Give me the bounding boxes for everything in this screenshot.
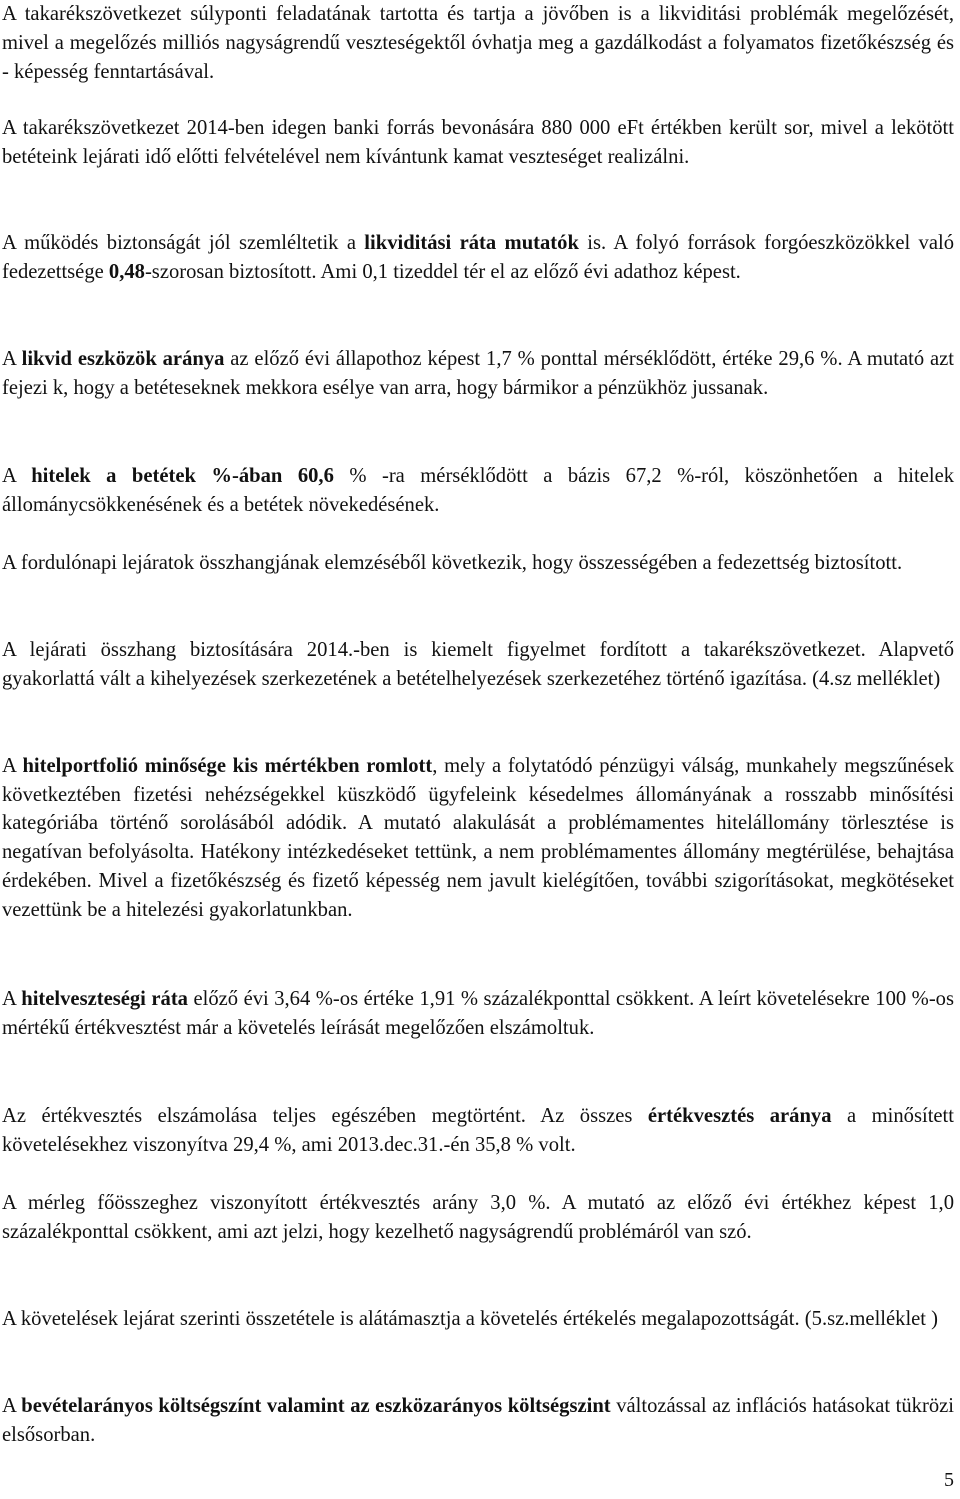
paragraph-cost-level xyxy=(2,1392,954,1450)
paragraph-maturity-coverage xyxy=(2,549,954,578)
paragraph-text: az előző évi állapothoz képest 1,7 % ponttal mérséklődött, értéke 29,6 %. A mutató azt fejezi k, hogy a betéteseknek mekkora esélye van arra, hogy bármikor a pénzükhöz jussanak. xyxy=(2,348,954,399)
paragraph-balance-impairment xyxy=(2,1189,954,1247)
paragraph-loans-to-deposits xyxy=(2,462,954,520)
paragraph-text: A takarékszövetkezet súlyponti feladatának tartotta és tartja a jövőben is a likviditási problémák megelőzését, mivel a megelőzés milliós nagyságrendű veszteségektől óvhatja meg a gazdálkodást a folyamatos fizetőkészség és - képesség fenntartásával. xyxy=(2,3,954,83)
paragraph-text: is. A folyó források forgóeszközökkel való fedezettsége xyxy=(2,232,954,283)
paragraph-text: változással az inflációs hatásokat tükrözi elsősorban. xyxy=(2,1395,954,1446)
paragraph-text: A xyxy=(2,1395,22,1417)
paragraph-text: A működés biztonságát jól szemléltetik a xyxy=(2,232,365,254)
paragraph-text: A takarékszövetkezet 2014-ben idegen banki forrás bevonására 880 000 eFt értékben került sor, mivel a lekötött betéteink lejárati idő előtti felvételével nem kívántunk kamat veszteséget realizálni. xyxy=(2,117,954,168)
paragraph-text: A xyxy=(2,348,22,370)
emphasized-text: likvid eszközök aránya xyxy=(21,348,225,370)
paragraph-receivables-maturity xyxy=(2,1305,954,1334)
paragraph-text: % -ra mérséklődött a bázis 67,2 %-ról, köszönhetően a hitelek állománycsökkenésének és a betétek növekedésének. xyxy=(2,465,955,516)
paragraph-maturity-matching xyxy=(2,636,954,694)
paragraph-bank-funding xyxy=(2,114,954,172)
paragraph-loan-portfolio-quality xyxy=(2,752,954,924)
paragraph-liquid-assets xyxy=(2,345,954,403)
emphasized-text: hitelek a betétek %-ában 60,6 xyxy=(31,465,334,487)
emphasized-text: 0,48 xyxy=(108,261,145,283)
paragraph-text: A xyxy=(2,988,22,1010)
paragraph-credit-loss-ratio xyxy=(2,985,954,1043)
page-number: 5 xyxy=(944,1469,954,1491)
emphasized-text: értékvesztés aránya xyxy=(647,1105,832,1127)
paragraph-text: -szorosan biztosított. Ami 0,1 tizeddel tér el az előző évi adathoz képest. xyxy=(144,261,741,283)
paragraph-impairment xyxy=(2,1102,954,1160)
paragraph-text: A fordulónapi lejáratok összhangjának elemzéséből következik, hogy összességében a fedezettség biztosított. xyxy=(2,552,903,574)
paragraph-text: A mérleg főösszeghez viszonyított értékvesztés arány 3,0 %. A mutató az előző évi értékhez képest 1,0 százalékponttal csökkent, ami azt jelzi, hogy kezelhető nagyságrendű problémáról van szó. xyxy=(2,1192,954,1243)
emphasized-text: likviditási ráta mutatók xyxy=(364,232,579,254)
paragraph-text: a minősített követelésekhez viszonyítva 29,4 %, ami 2013.dec.31.-én 35,8 % volt. xyxy=(2,1105,954,1156)
paragraph-text: , mely a folytatódó pénzügyi válság, munkahely megszűnések következtében fizetési nehézségekkel küszködő ügyfeleink késedelmes állományának a rosszabb minősítési kategóriába történő sorolásából adódik. A mutató alakulását a problémamentes hitelállomány törlesztése is negatívan befolyásolta. Hatékony intézkedéseket tettünk, a nem problémamentes állomány megtérülése, behajtása érdekében. Mivel a fizetőkészség és fizető képesség nem javult kielégítően, további szigorításokat, megkötéseket vezettünk be a hitelezési gyakorlatunkban. xyxy=(2,755,955,921)
emphasized-text: hitelveszteségi ráta xyxy=(21,988,188,1010)
paragraph-text: A lejárati összhang biztosítására 2014.-ben is kiemelt figyelmet fordított a takarékszövetkezet. Alapvető gyakorlattá vált a kihelyezések szerkezetének a betételhelyezések szerkezetéhez történő igazítása. (4.sz melléklet) xyxy=(2,639,954,690)
paragraph-text: A követelések lejárat szerinti összetétele is alátámasztja a követelés értékelés megalapozottságát. (5.sz.melléklet ) xyxy=(2,1308,939,1330)
paragraph-liquidity-ratio xyxy=(2,229,954,287)
emphasized-text: hitelportfolió minősége kis mértékben romlott xyxy=(22,755,433,777)
paragraph-liquidity-priority xyxy=(2,0,954,87)
paragraph-text: A xyxy=(2,465,32,487)
paragraph-text: A xyxy=(2,755,23,777)
emphasized-text: bevételarányos költségszínt valamint az eszközarányos költségszint xyxy=(21,1395,611,1417)
paragraph-text: Az értékvesztés elszámolása teljes egészében megtörtént. Az összes xyxy=(2,1105,648,1127)
paragraph-text: előző évi 3,64 %-os értéke 1,91 % százalékponttal csökkent. A leírt követelésekre 100 %-os mértékű értékvesztést már a követelés leírását megelőzően elszámoltuk. xyxy=(2,988,954,1039)
